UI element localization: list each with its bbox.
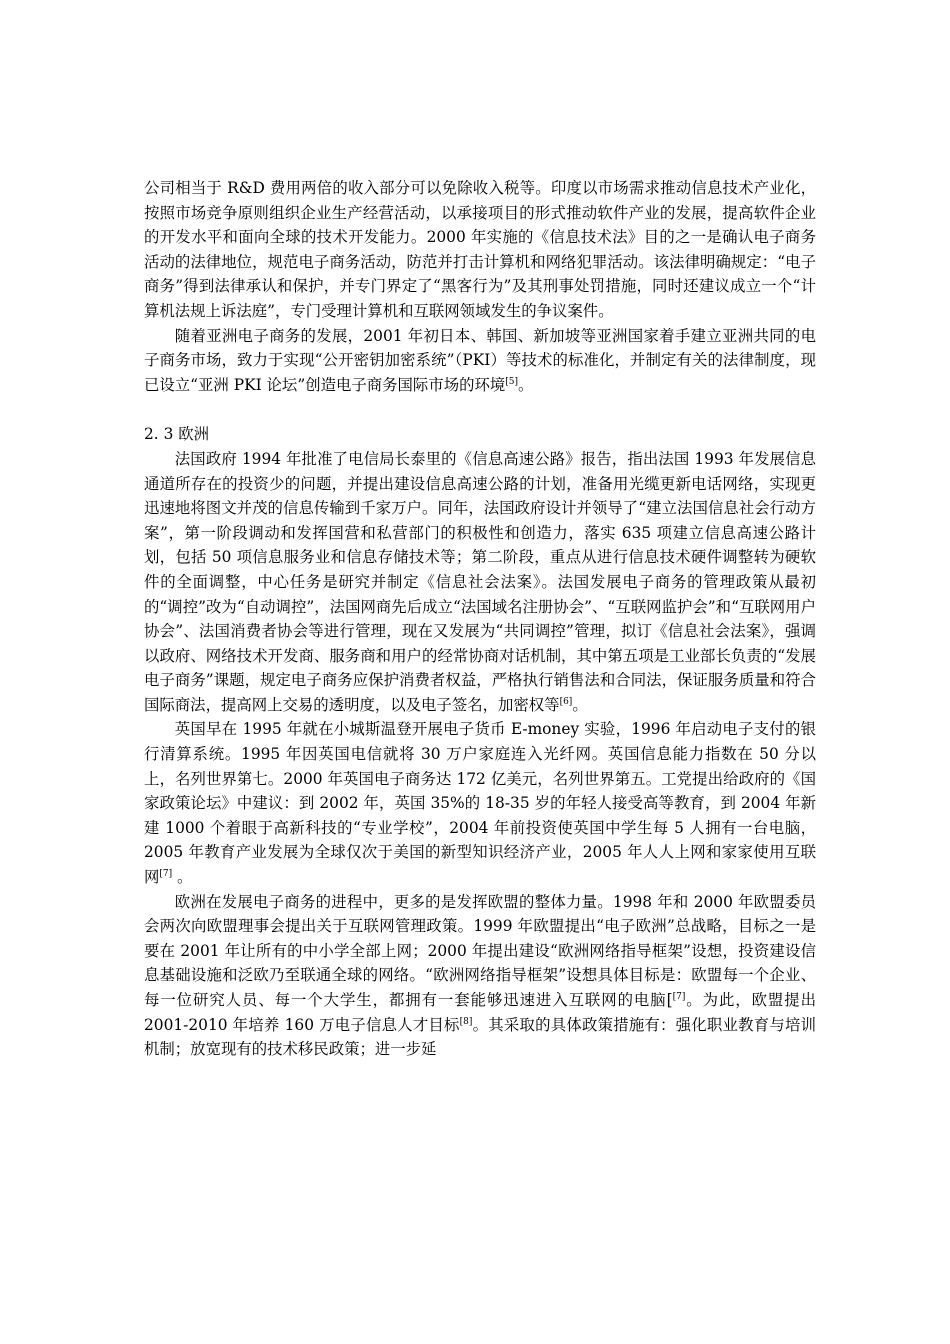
paragraph-text: 。 bbox=[172, 868, 193, 887]
citation-ref: [6] bbox=[559, 696, 573, 707]
paragraph-text: 。 bbox=[518, 375, 534, 394]
section-gap bbox=[144, 397, 816, 422]
paragraph-france-policy bbox=[144, 447, 816, 718]
document-page bbox=[144, 176, 816, 1062]
paragraph-text: 法国政府 1994 年批准了电信局长泰里的《信息高速公路》报告，指出法国 1993 年发展信息通道所存在的投资少的问题，并提出建设信息高速公路的计划，准备用光缆更新电话网络，实现更迅速地将图文并茂的信息传输到千家万户。同年，法国政府设计并领导了“建立法国信息社会行动方案”，第一阶段调动和发挥国营和私营部门的积极性和创造力，落实 635 项建立信息高速公路计划，包括 50 项信息服务业和信息存储技术等；第二阶段，重点从进行信息技术硬件调整转为硬软件的全面调整，中心任务是研究并制定《信息社会法案》。法国发展电子商务的管理政策从最初的“调控”改为“自动调控”，法国网商先后成立“法国域名注册协会”、“互联网监护会”和“互联网用户协会”、法国消费者协会等进行管理，现在又发展为“共同调控”管理，拟订《信息社会法案》，强调以政府、网络技术开发商、服务商和用户的经常协商对话机制，其中第五项是工业部长负责的“发展电子商务”课题，规定电子商务应保护消费者权益，严格执行销售法和合同法，保证服务质量和符合国际商法，提高网上交易的透明度，以及电子签名，加密权等 bbox=[144, 449, 816, 714]
paragraph-text: 随着亚洲电子商务的发展，2001 年初日本、韩国、新加坡等亚洲国家着手建立亚洲共同的电子商务市场，致力于实现“公开密钥加密系统”（PKI）等技术的标准化，并制定有关的法律制度，现已设立“亚洲 PKI 论坛”创造电子商务国际市场的环境 bbox=[144, 326, 816, 394]
paragraph-uk-policy bbox=[144, 717, 816, 889]
paragraph-text: 英国早在 1995 年就在小城斯温登开展电子货币 E-money 实验，1996 年启动电子支付的银行清算系统。1995 年因英国电信就将 30 万户家庭连入光纤网。英国信息能力指数在 50 分以上，名列世界第七。2000 年英国电子商务达 172 亿美元，名列世界第五。工党提出给政府的《国家政策论坛》中建议：到 2002 年，英国 35%的 18-35 岁的年轻人接受高等教育，到 2004 年新建 1000 个着眼于高新科技的“专业学校”，2004 年前投资使英国中学生每 5 人拥有一台电脑，2005 年教育产业发展为全球仅次于美国的新型知识经济产业，2005 年人人上网和家家使用互联网 bbox=[144, 720, 816, 887]
paragraph-text: 。 bbox=[572, 695, 588, 714]
citation-ref: [7] bbox=[672, 991, 686, 1002]
paragraph-asia-pki bbox=[144, 324, 816, 398]
paragraph-text: 公司相当于 R&D 费用两倍的收入部分可以免除收入税等。印度以市场需求推动信息技术产业化，按照市场竞争原则组织企业生产经营活动，以承接项目的形式推动软件产业的发展，提高软件企业的开发水平和面向全球的技术开发能力。2000 年实施的《信息技术法》目的之一是确认电子商务活动的法律地位，规范电子商务活动，防范并打击计算机和网络犯罪活动。该法律明确规定：“电子商务”得到法律承认和保护，并专门界定了“黑客行为”及其刑事处罚措施，同时还建议成立一个“计算机法规上诉法庭”，专门受理计算机和互联网领域发生的争议案件。 bbox=[144, 179, 816, 320]
citation-ref: [5] bbox=[505, 376, 519, 387]
heading-text: 2. 3 欧洲 bbox=[144, 425, 210, 444]
section-heading-europe bbox=[144, 422, 816, 447]
paragraph-text: 。为此，欧盟提出 2001-2010 年培养 160 万电子信息人才目标 bbox=[144, 991, 816, 1034]
paragraph-text: 欧洲在发展电子商务的进程中，更多的是发挥欧盟的整体力量。1998 年和 2000 年欧盟委员会两次向欧盟理事会提出关于互联网管理政策。1999 年欧盟提出“电子欧洲”总战略，目标之一是要在 2001 年让所有的中小学全部上网；2000 年提出建设“欧洲网络指导框架”设想，投资建设信息基础设施和泛欧乃至联通全球的网络。“欧洲网络指导框架”设想具体目标是：欧盟每一个企业、每一位研究人员、每一个大学生，都拥有一套能够迅速进入互联网的电脑[ bbox=[144, 892, 816, 1009]
citation-ref: [8] bbox=[459, 1016, 473, 1027]
paragraph-eu-policy bbox=[144, 890, 816, 1062]
paragraph-india-policy bbox=[144, 176, 816, 324]
citation-ref: [7] bbox=[159, 868, 173, 879]
paragraph-text: 。其采取的具体政策措施有：强化职业教育与培训机制；放宽现有的技术移民政策；进一步延 bbox=[144, 1015, 816, 1059]
